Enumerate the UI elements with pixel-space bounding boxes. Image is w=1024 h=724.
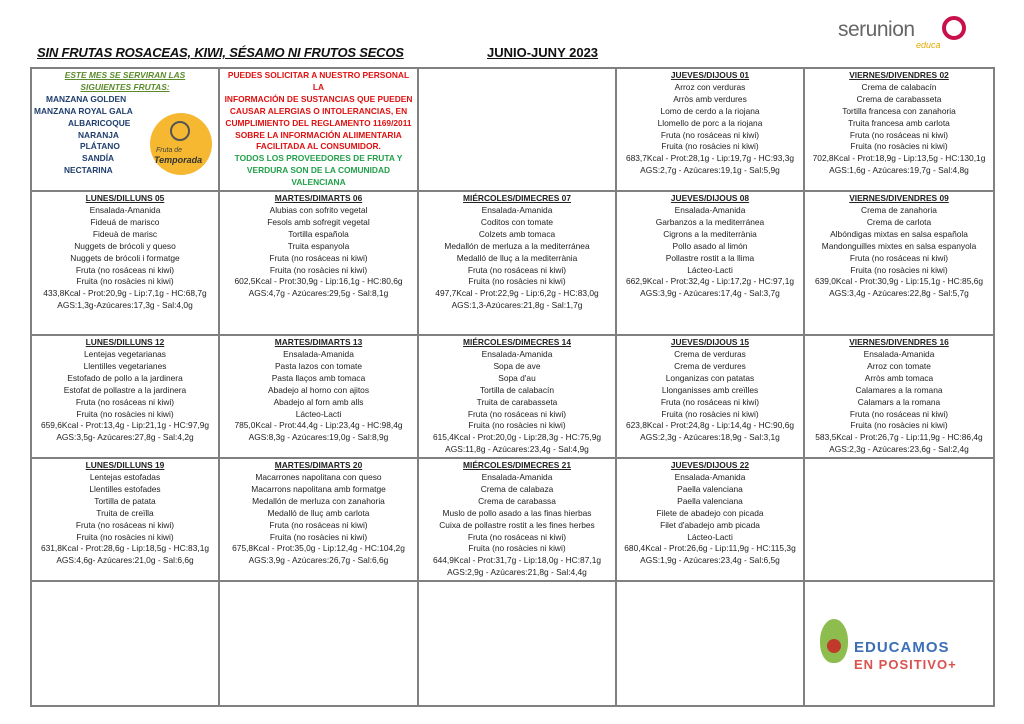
menu-item: Muslo de pollo asado a las finas hierbas xyxy=(442,507,592,518)
menu-item: Coditos con tomate xyxy=(480,216,554,227)
menu-item: Filete de abadejo con picada xyxy=(656,507,764,518)
menu-item: Fruta (no rosáceas ni kiwi) xyxy=(75,264,175,275)
menu-item: Lácteo-Lacti xyxy=(687,531,733,542)
menu-item: Lácteo-Lacti xyxy=(687,264,733,275)
week-row xyxy=(31,335,994,458)
menu-item: Fruita (no rosàcies ni kiwi) xyxy=(468,543,566,554)
menu-item: Arroz con verduras xyxy=(674,81,746,92)
week-row xyxy=(31,191,994,335)
supplier-line: TODOS LOS PROVEEDORES DE FRUTA Y xyxy=(234,153,403,164)
notice-line: PUEDES SOLICITAR A NUESTRO PERSONAL LA xyxy=(227,70,410,92)
menu-item: Fruta (no rosáceas ni kiwi) xyxy=(660,129,760,140)
menu-item: Arròs amb verdures xyxy=(673,93,747,104)
fruit-item: MANZANA ROYAL GALA xyxy=(34,105,133,116)
menu-item: Crema de carabassa xyxy=(478,495,556,506)
menu-calendar xyxy=(30,67,995,707)
nutrition-info: 497,7Kcal - Prot:22,9g - Lip:6,2g - HC:83,0g xyxy=(435,288,599,299)
menu-item: Macarrones napolitana con queso xyxy=(255,472,382,483)
menu-item: Tortilla de calabacín xyxy=(479,384,555,395)
logo-line-1: EDUCAMOS xyxy=(854,639,950,656)
menu-item: Truita de carabasseta xyxy=(476,396,558,407)
menu-item: Crema de calabaza xyxy=(480,483,554,494)
supplier-line: VERDURA SON DE LA COMUNIDAD xyxy=(246,165,391,176)
menu-item: Paella valenciana xyxy=(677,495,743,506)
nutrition-info: 785,0Kcal - Prot:44,4g - Lip:23,4g - HC:98,4g xyxy=(234,420,403,431)
empty-cell xyxy=(219,581,418,706)
week-row xyxy=(31,458,994,581)
menu-item: Llonganisses amb creïlles xyxy=(661,384,759,395)
notice-line: CUMPLIMIENTO DEL REGLAMENTO 1169/2011 xyxy=(225,117,412,128)
day-header: JUEVES/DIJOUS 15 xyxy=(670,337,750,348)
day-cell xyxy=(418,191,616,335)
menu-item: Arròs amb tomaca xyxy=(864,372,934,383)
menu-item: Colzets amb tomaca xyxy=(478,228,556,239)
empty-cell xyxy=(418,581,616,706)
menu-item: Nuggets de brócoli y queso xyxy=(74,240,176,251)
empty-cell xyxy=(804,458,994,581)
day-header: MIÉRCOLES/DIMECRES 21 xyxy=(463,460,571,471)
nutrition-info: AGS:3,5g- Azúcares:27,8g - Sal:4,2g xyxy=(56,432,194,443)
day-cell xyxy=(31,191,219,335)
day-cell xyxy=(616,68,804,191)
nutrition-info: 602,5Kcal - Prot:30,9g - Lip:16,1g - HC:80,6g xyxy=(234,276,403,287)
day-cell xyxy=(804,191,994,335)
menu-item: Ensalada-Amanida xyxy=(89,204,161,215)
menu-item: Fruta (no rosáceas ni kiwi) xyxy=(75,519,175,530)
day-cell xyxy=(219,335,418,458)
menu-item: Fruita (no rosàcies ni kiwi) xyxy=(468,420,566,431)
week-row xyxy=(31,68,994,191)
nutrition-info: AGS:4,7g - Azúcares:29,5g - Sal:8,1g xyxy=(248,288,389,299)
menu-item: Pasta llaços amb tomaca xyxy=(271,372,366,383)
menu-item: Ensalada-Amanida xyxy=(481,348,553,359)
menu-item: Crema de verdures xyxy=(674,360,746,371)
day-cell xyxy=(219,458,418,581)
fruit-item: NARANJA xyxy=(78,129,119,140)
menu-item: Estofat de pollastre a la jardinera xyxy=(63,384,187,395)
notice-line: CAUSAR ALERGIAS O INTOLERANCIAS, EN xyxy=(229,105,408,116)
fruits-heading: SIGUIENTES FRUTAS: xyxy=(80,81,170,92)
menu-item: Medalló de lluç amb carlota xyxy=(267,507,370,518)
menu-item: Filet d'abadejo amb picada xyxy=(660,519,760,530)
menu-item: Crema de verduras xyxy=(674,348,746,359)
menu-item: Ensalada-Amanida xyxy=(481,204,553,215)
menu-item: Abadejo al horno con ajitos xyxy=(267,384,370,395)
menu-item: Fruta (no rosáceas ni kiwi) xyxy=(269,519,368,530)
notice-line: SOBRE LA INFORMACIÓN ALIIMENTARIA xyxy=(235,129,402,140)
menu-item: Llomello de porc a la riojana xyxy=(657,117,763,128)
nutrition-info: AGS:2,7g - Azúcares:19,1g - Sal:5,9g xyxy=(640,165,780,176)
nutrition-info: 644,9Kcal - Prot:31,7g - Lip:18,0g - HC:87,1g xyxy=(432,555,602,566)
menu-title: SIN FRUTAS ROSACEAS, KIWI, SÉSAMO NI FRUTOS SECOS xyxy=(37,45,404,60)
empty-cell xyxy=(418,68,616,191)
menu-item: Crema de carlota xyxy=(866,216,932,227)
logo-sub: educa xyxy=(916,40,941,50)
menu-item: Fruta (no rosáceas ni kiwi) xyxy=(467,264,567,275)
menu-item: Medalló de lluç a la mediterrània xyxy=(456,252,578,263)
day-header: JUEVES/DIJOUS 22 xyxy=(670,460,750,471)
nutrition-info: AGS:2,3g - Azúcares:23,6g - Sal:2,4g xyxy=(829,444,969,455)
notice-line: INFORMACIÓN DE SUSTANCIAS QUE PUEDEN xyxy=(224,93,413,104)
nutrition-info: AGS:3,9g - Azúcares:26,7g - Sal:6,6g xyxy=(248,555,389,566)
day-header: JUEVES/DIJOUS 08 xyxy=(670,193,750,204)
fruta-de-temporada-badge xyxy=(150,113,212,175)
day-header: MARTES/DIMARTS 13 xyxy=(274,337,363,348)
menu-item: Calamares a la romana xyxy=(855,384,943,395)
menu-item: Lentejas vegetarianas xyxy=(84,348,166,359)
day-cell xyxy=(31,458,219,581)
menu-item: Fesols amb sofregit vegetal xyxy=(267,216,370,227)
nutrition-info: 662,9Kcal - Prot:32,4g - Lip:17,2g - HC:97,1g xyxy=(625,276,795,287)
nutrition-info: AGS:2,3g - Azúcares:18,9g - Sal:3,1g xyxy=(640,432,780,443)
menu-item: Fruita (no rosàcies ni kiwi) xyxy=(269,531,368,542)
nutrition-info: 583,5Kcal - Prot:26,7g - Lip:11,9g - HC:86,4g xyxy=(815,432,983,443)
day-header: VIERNES/DIVENDRES 16 xyxy=(849,337,949,348)
menu-item: Tortilla francesa con zanahoria xyxy=(842,105,956,116)
menu-item: Albóndigas mixtas en salsa española xyxy=(830,228,968,239)
fruits-heading: ESTE MES SE SERVIRAN LAS xyxy=(64,70,186,80)
menu-item: Lomo de cerdo a la riojana xyxy=(660,105,760,116)
fruit-item: SANDÍA xyxy=(82,153,115,164)
day-header: MARTES/DIMARTS 06 xyxy=(274,193,363,204)
menu-item: Paella valenciana xyxy=(677,483,743,494)
day-header: VIERNES/DIVENDRES 02 xyxy=(849,70,949,80)
menu-item: Cigrons a la mediterrània xyxy=(663,228,757,239)
notice-line: FACILITADA AL CONSUMIDOR. xyxy=(256,141,381,152)
menu-item: Nuggets de brócoli i formatge xyxy=(70,252,180,263)
menu-item: Alubias con sofrito vegetal xyxy=(269,204,368,215)
nutrition-info: 623,8Kcal - Prot:24,8g - Lip:14,4g - HC:90,6g xyxy=(625,420,795,431)
day-header: LUNES/DILLUNS 12 xyxy=(85,337,165,348)
menu-item: Fruta (no rosáceas ni kiwi) xyxy=(849,408,949,419)
menu-item: Pollastre rostit a la llima xyxy=(665,252,755,263)
menu-item: Fruta (no rosáceas ni kiwi) xyxy=(849,252,949,263)
day-cell xyxy=(418,335,616,458)
seasonal-fruits-cell xyxy=(31,68,219,191)
menu-item: Fruita (no rosàcies ni kiwi) xyxy=(76,531,174,542)
menu-item: Crema de calabacín xyxy=(861,81,937,92)
badge-line: Fruta de xyxy=(156,147,183,154)
menu-item: Fruita (no rosàcies ni kiwi) xyxy=(850,264,948,275)
fruit-item: PLÁTANO xyxy=(80,141,120,152)
day-cell xyxy=(616,335,804,458)
menu-item: Fruita (no rosàcies ni kiwi) xyxy=(76,408,174,419)
menu-item: Fruita (no rosàcies ni kiwi) xyxy=(850,141,948,152)
menu-item: Fruita (no rosàcies ni kiwi) xyxy=(661,408,759,419)
menu-item: Calamars a la romana xyxy=(857,396,941,407)
nutrition-info: AGS:3,9g - Azúcares:17,4g - Sal:3,7g xyxy=(640,288,780,299)
nutrition-info: 659,6Kcal - Prot:13,4g - Lip:21,1g - HC:97,9g xyxy=(40,420,210,431)
day-cell xyxy=(616,458,804,581)
menu-item: Fruta (no rosáceas ni kiwi) xyxy=(660,396,760,407)
logo-line-2: EN POSITIVO+ xyxy=(854,657,957,672)
menu-item: Fruita (no rosàcies ni kiwi) xyxy=(661,141,759,152)
day-cell xyxy=(418,458,616,581)
nutrition-info: 675,8Kcal - Prot:35,0g - Lip:12,4g - HC:104,2g xyxy=(232,543,405,554)
menu-item: Truita espanyola xyxy=(287,240,350,251)
nutrition-info: AGS:3,4g - Azúcares:22,8g - Sal:5,7g xyxy=(829,288,969,299)
nutrition-info: AGS:1,6g - Azúcares:19,7g - Sal:4,8g xyxy=(829,165,969,176)
day-header: JUEVES/DIJOUS 01 xyxy=(670,70,750,80)
menu-item: Crema de carabasseta xyxy=(856,93,942,104)
avocado-icon xyxy=(820,619,848,663)
fruit-item: NECTARINA xyxy=(64,165,113,176)
logo-text: serunion xyxy=(838,18,915,41)
menu-item: Ensalada-Amanida xyxy=(481,472,553,483)
day-header: MARTES/DIMARTS 20 xyxy=(274,460,363,471)
nutrition-info: 702,8Kcal - Prot:18,9g - Lip:13,5g - HC:130,1g xyxy=(812,153,986,164)
menu-item: Truita de creïlla xyxy=(96,507,154,518)
menu-item: Fruta (no rosáceas ni kiwi) xyxy=(849,129,949,140)
menu-item: Fruita (no rosàcies ni kiwi) xyxy=(269,264,368,275)
nutrition-info: AGS:2,9g - Azúcares:21,8g - Sal:4,4g xyxy=(447,567,587,578)
menu-item: Cuixa de pollastre rostit a les fines herbes xyxy=(439,519,595,530)
nutrition-info: 680,4Kcal - Prot:26,6g - Lip:11,9g - HC:115,3g xyxy=(624,543,796,554)
fruit-icon xyxy=(170,121,190,141)
menu-item: Llentilles vegetarianes xyxy=(83,360,167,371)
day-header: LUNES/DILLUNS 05 xyxy=(85,193,165,204)
empty-cell xyxy=(31,581,219,706)
supplier-line: VALENCIANA xyxy=(291,177,346,188)
menu-item: Fruita (no rosàcies ni kiwi) xyxy=(850,420,948,431)
day-cell xyxy=(616,191,804,335)
menu-item: Crema de zanahoria xyxy=(861,204,937,215)
menu-item: Fruta (no rosáceas ni kiwi) xyxy=(467,531,567,542)
serunion-logo xyxy=(838,14,968,50)
menu-item: Longanizas con patatas xyxy=(665,372,755,383)
nutrition-info: 631,8Kcal - Prot:28,6g - Lip:18,5g - HC:83,1g xyxy=(40,543,210,554)
menu-item: Arroz con tomate xyxy=(867,360,931,371)
nutrition-info: 639,0Kcal - Prot:30,9g - Lip:15,1g - HC:85,6g xyxy=(814,276,984,287)
menu-item: Medallón de merluza con zanahoria xyxy=(252,495,385,506)
nutrition-info: AGS:8,3g - Azúcares:19,0g - Sal:8,9g xyxy=(248,432,389,443)
menu-item: Truita francesa amb carlota xyxy=(848,117,950,128)
nutrition-info: 683,7Kcal - Prot:28,1g - Lip:19,7g - HC:93,3g xyxy=(625,153,795,164)
menu-item: Abadejo al forn amb alls xyxy=(273,396,364,407)
menu-item: Mandonguilles mixtes en salsa espanyola xyxy=(821,240,977,251)
menu-item: Ensalada-Amanida xyxy=(674,204,746,215)
menu-item: Pollo asado al limón xyxy=(672,240,748,251)
menu-item: Fruta (no rosáceas ni kiwi) xyxy=(75,396,175,407)
day-header: VIERNES/DIVENDRES 09 xyxy=(849,193,949,204)
day-cell xyxy=(219,191,418,335)
nutrition-info: AGS:1,9g - Azúcares:23,4g - Sal:6,5g xyxy=(640,555,780,566)
menu-item: Macarrons napolitana amb formatge xyxy=(251,483,386,494)
menu-item: Fideuà de marisc xyxy=(92,228,158,239)
empty-cell xyxy=(616,581,804,706)
badge-line: Temporada xyxy=(154,155,203,165)
menu-item: Estofado de pollo a la jardinera xyxy=(67,372,183,383)
menu-item: Fideuá de marisco xyxy=(90,216,160,227)
menu-item: Tortilla española xyxy=(288,228,349,239)
fruit-item: ALBARICOQUE xyxy=(68,117,131,128)
menu-item: Fruita (no rosàcies ni kiwi) xyxy=(76,276,174,287)
menu-item: Medallón de merluza a la mediterránea xyxy=(444,240,590,251)
day-cell xyxy=(31,335,219,458)
menu-item: Ensalada-Amanida xyxy=(283,348,354,359)
menu-item: Ensalada-Amanida xyxy=(863,348,935,359)
menu-item: Pasta lazos con tomate xyxy=(274,360,363,371)
menu-item: Fruta (no rosáceas ni kiwi) xyxy=(269,252,368,263)
day-header: MIÉRCOLES/DIMECRES 14 xyxy=(463,337,571,348)
menu-item: Sopa de ave xyxy=(493,360,541,371)
menu-item: Llentilles estofades xyxy=(89,483,161,494)
menu-month: JUNIO-JUNY 2023 xyxy=(487,45,599,60)
day-header: LUNES/DILLUNS 19 xyxy=(85,460,165,471)
nutrition-info: AGS:1,3-Azúcares:21,8g - Sal:1,7g xyxy=(451,300,583,311)
educamos-en-positivo-logo xyxy=(818,617,968,677)
nutrition-info: 433,8Kcal - Prot:20,9g - Lip:7,1g - HC:68,7g xyxy=(43,288,207,299)
nutrition-info: AGS:4,6g- Azúcares:21,0g - Sal:6,6g xyxy=(56,555,194,566)
day-cell xyxy=(804,335,994,458)
menu-item: Sopa d'au xyxy=(498,372,536,383)
menu-item: Tortilla de patata xyxy=(94,495,156,506)
menu-item: Garbanzos a la mediterránea xyxy=(655,216,765,227)
menu-item: Ensalada-Amanida xyxy=(674,472,746,483)
menu-item: Lentejas estofadas xyxy=(89,472,161,483)
nutrition-info: AGS:11,8g - Azúcares:23,4g - Sal:4,9g xyxy=(445,444,589,455)
menu-item: Fruta (no rosáceas ni kiwi) xyxy=(467,408,567,419)
menu-item: Fruita (no rosàcies ni kiwi) xyxy=(468,276,566,287)
menu-item: Lácteo-Lacti xyxy=(295,408,342,419)
nutrition-info: AGS:1,3g-Azúcares:17,3g - Sal:4,0g xyxy=(57,300,193,311)
allergen-notice-cell xyxy=(219,68,418,191)
day-cell xyxy=(804,68,994,191)
fruit-item: MANZANA GOLDEN xyxy=(46,93,127,104)
logo-e-icon xyxy=(942,16,966,40)
nutrition-info: 615,4Kcal - Prot:20,0g - Lip:28,3g - HC:75,9g xyxy=(432,432,602,443)
day-header: MIÉRCOLES/DIMECRES 07 xyxy=(463,193,571,204)
